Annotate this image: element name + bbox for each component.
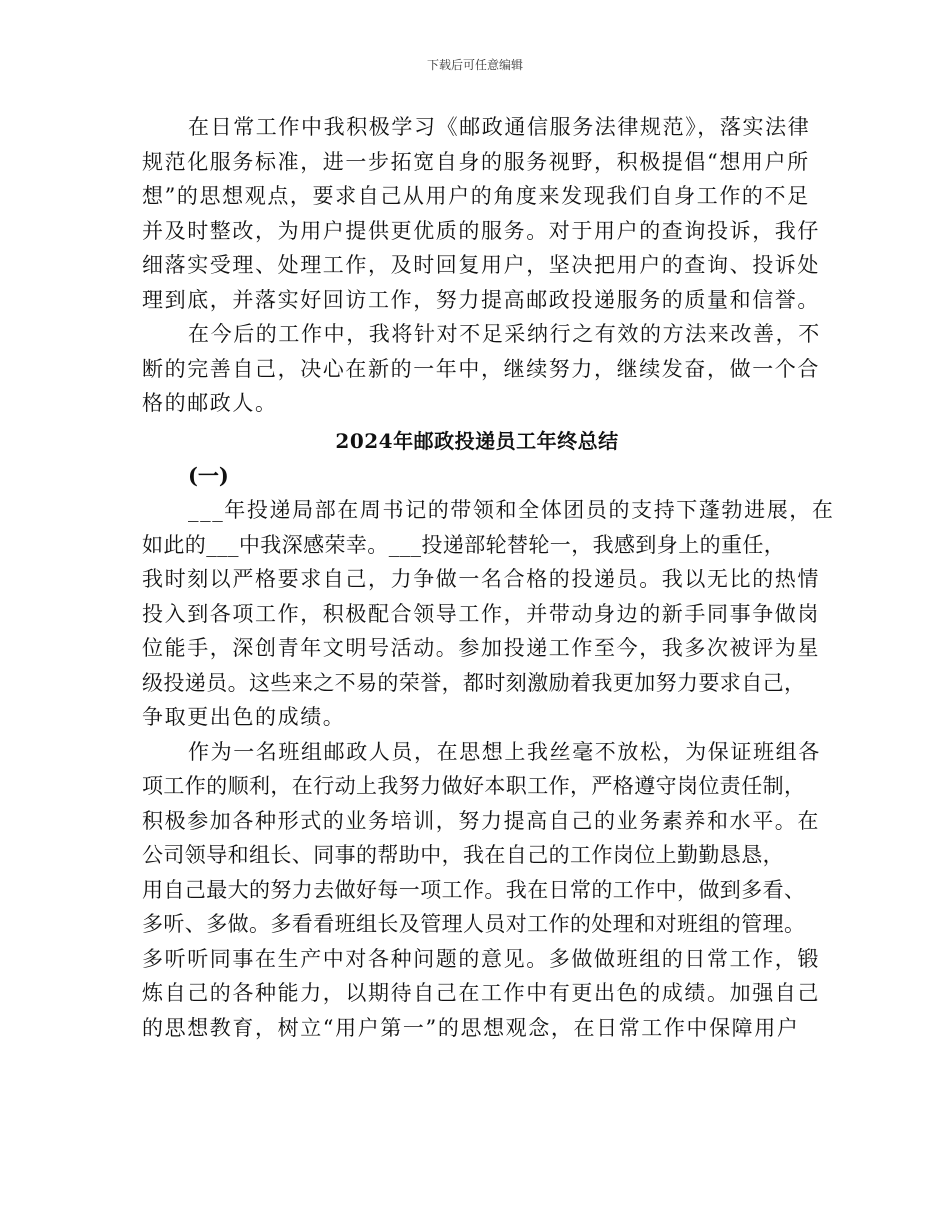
text-line: 并及时整改，为用户提供更优质的服务。对于用户的查询投诉，我仔 <box>142 218 820 243</box>
text-line: 在日常工作中我积极学习《邮政通信服务法律规范》，落实法律 <box>188 115 811 139</box>
text-line: 理到底，并落实好回访工作，努力提高邮政投递服务的质量和信誉。 <box>142 287 820 312</box>
text-line: 在今后的工作中，我将针对不足采纳行之有效的方法来改善，不 <box>188 322 821 346</box>
section-number: (一) <box>188 462 229 488</box>
header-note: 下载后可任意编辑 <box>426 58 523 72</box>
text-line: 格的邮政人。 <box>142 391 278 415</box>
text-line: 用自己最大的努力去做好每一项工作。我在日常的工作中，做到多看、 <box>142 877 806 902</box>
text-line: 争取更出色的成绩。 <box>142 705 346 729</box>
text-line: 作为一名班组邮政人员，在思想上我丝毫不放松，为保证班组各 <box>188 739 821 764</box>
text-line: 我时刻以严格要求自己，力争做一名合格的投递员。我以无比的热情 <box>142 567 820 591</box>
paragraph <box>142 493 835 735</box>
text-line: 断的完善自己，决心在新的一年中，继续努力，继续发奋，做一个合 <box>142 356 820 381</box>
text-line: 炼自己的各种能力，以期待自己在工作中有更出色的成绩。加强自己 <box>142 981 820 1005</box>
text-line: 想”的思想观点，要求自己从用户的角度来发现我们自身工作的不足 <box>142 184 810 208</box>
text-line: 积极参加各种形式的业务培训，努力提高自己的业务素养和水平。在 <box>142 808 820 833</box>
paragraph <box>142 735 821 1046</box>
text-line: 位能手，深创青年文明号活动。参加投递工作至今，我多次被评为星 <box>142 636 820 660</box>
text-line: 多听听同事在生产中对各种问题的意见。多做做班组的日常工作，锻 <box>142 946 820 971</box>
text-line: 级投递员。这些来之不易的荣誉，都时刻激励着我更加努力要求自己， <box>142 670 806 695</box>
text-line: 规范化服务标准，进一步拓宽自身的服务视野，积极提倡“想用户所 <box>142 149 810 174</box>
text-line: ___年投递局部在周书记的带领和全体团员的支持下蓬勃进展，在 <box>188 498 835 522</box>
document-title: 2024年邮政投递员工年终总结 <box>335 428 619 453</box>
text-line: 项工作的顺利，在行动上我努力做好本职工作，严格遵守岗位责任制， <box>142 774 806 798</box>
paragraph <box>142 317 821 421</box>
text-line: 投入到各项工作，积极配合领导工作，并带动身边的新手同事争做岗 <box>142 601 820 626</box>
paragraph <box>142 110 820 317</box>
text-line: 如此的___中我深感荣幸。___投递部轮替轮一，我感到身上的重任， <box>142 532 786 557</box>
document-body <box>142 110 835 1045</box>
text-line: 多听、多做。多看看班组长及管理人员对工作的处理和对班组的管理。 <box>142 912 806 936</box>
text-line: 的思想教育，树立“用户第一”的思想观念，在日常工作中保障用户 <box>142 1015 800 1040</box>
text-line: 细落实受理、处理工作，及时回复用户，坚决把用户的查询、投诉处 <box>142 253 820 277</box>
text-line: 公司领导和组长、同事的帮助中，我在自己的工作岗位上勤勤恳恳， <box>142 843 784 867</box>
